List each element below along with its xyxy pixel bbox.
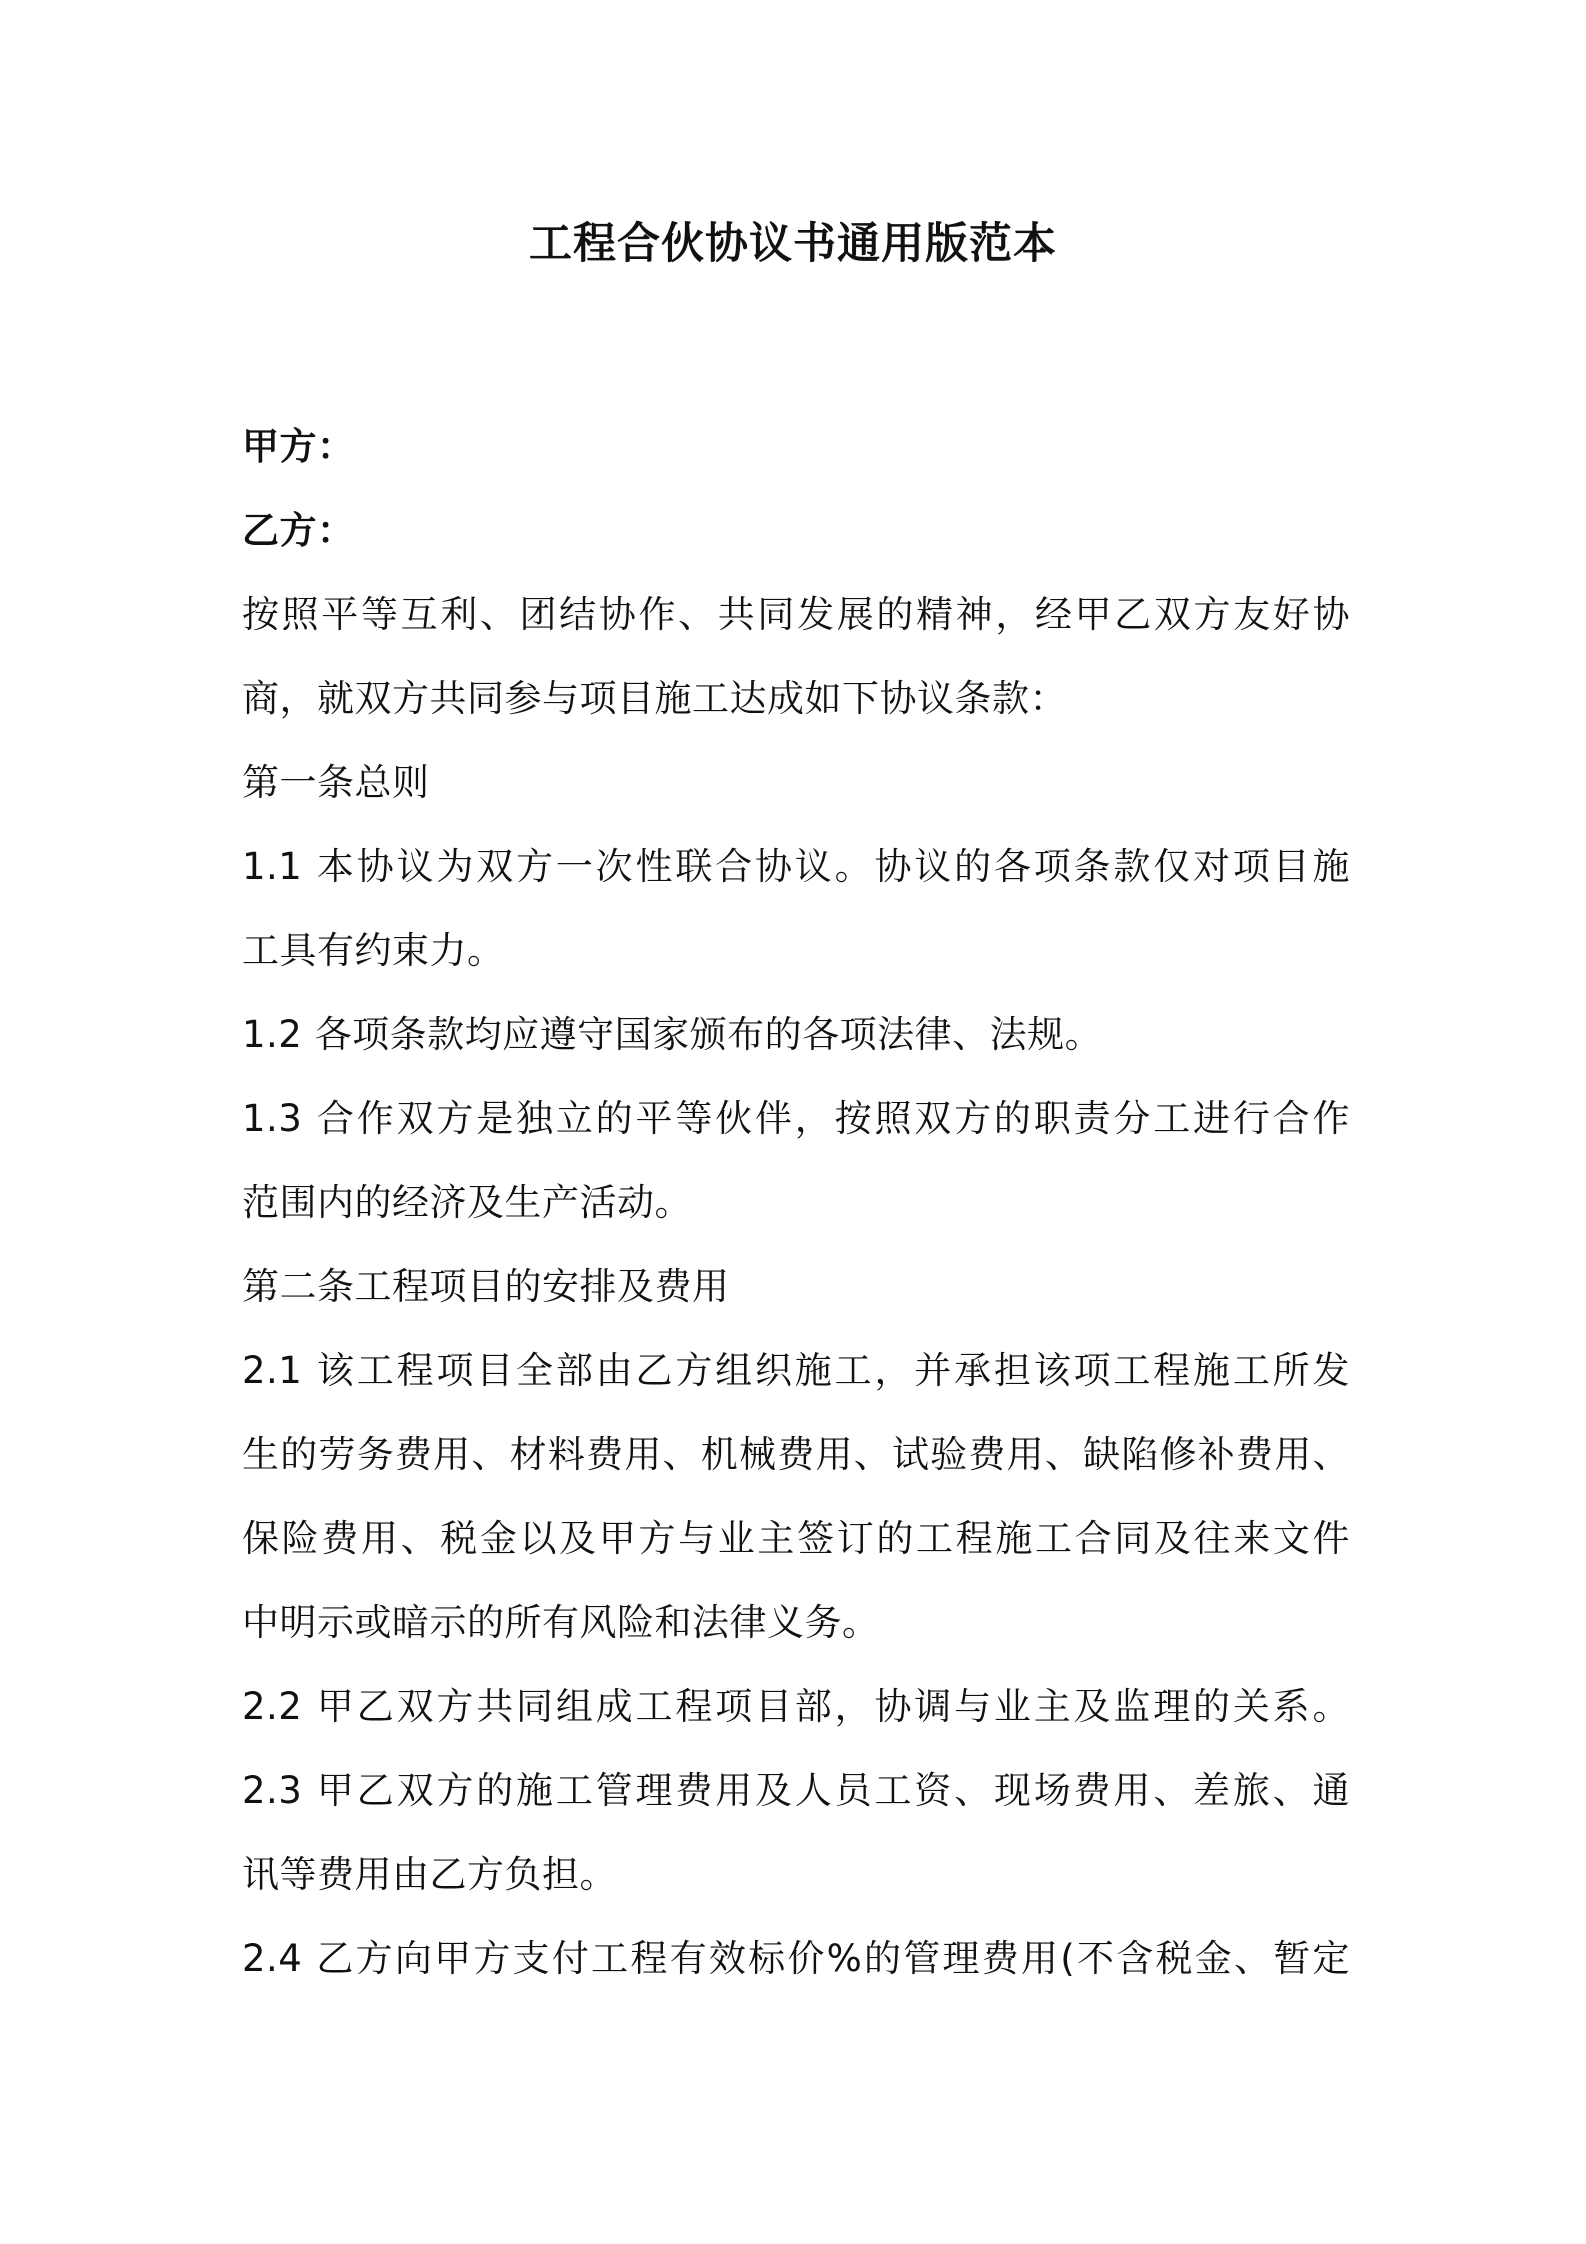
party-b-line: 乙方：: [242, 509, 355, 552]
paragraph-line: 商，就双方共同参与项目施工达成如下协议条款：: [242, 677, 1067, 720]
clause-2-4-line: 2.4 乙方向甲方支付工程有效标价%的管理费用(不含税金、暂定: [242, 1937, 1350, 1980]
clause-2-1-line: 生的劳务费用、材料费用、机械费用、试验费用、缺陷修补费用、: [242, 1433, 1350, 1476]
clause-1-1-line: 1.1 本协议为双方一次性联合协议。协议的各项条款仅对项目施: [242, 845, 1350, 888]
section-heading-1: 第一条总则: [242, 761, 430, 804]
paragraph-line: 按照平等互利、团结协作、共同发展的精神，经甲乙双方友好协: [242, 593, 1350, 636]
section-heading-2: 第二条工程项目的安排及费用: [242, 1265, 730, 1308]
document-title: 工程合伙协议书通用版范本: [529, 219, 1057, 269]
clause-2-3-line: 讯等费用由乙方负担。: [242, 1853, 617, 1896]
clause-2-2-line: 2.2 甲乙双方共同组成工程项目部，协调与业主及监理的关系。: [242, 1685, 1350, 1728]
clause-1-2-line: 1.2 各项条款均应遵守国家颁布的各项法律、法规。: [242, 1013, 1103, 1056]
clause-1-1-line: 工具有约束力。: [242, 929, 505, 972]
party-a-line: 甲方：: [242, 425, 355, 468]
clause-2-3-line: 2.3 甲乙双方的施工管理费用及人员工资、现场费用、差旅、通: [242, 1769, 1350, 1812]
clause-2-1-line: 中明示或暗示的所有风险和法律义务。: [242, 1601, 880, 1644]
clause-1-3-line: 1.3 合作双方是独立的平等伙伴，按照双方的职责分工进行合作: [242, 1097, 1350, 1140]
clause-2-1-line: 2.1 该工程项目全部由乙方组织施工，并承担该项工程施工所发: [242, 1349, 1350, 1392]
clause-1-3-line: 范围内的经济及生产活动。: [242, 1181, 692, 1224]
clause-2-1-line: 保险费用、税金以及甲方与业主签订的工程施工合同及往来文件: [242, 1517, 1350, 1560]
document-body: [242, 405, 1362, 2001]
